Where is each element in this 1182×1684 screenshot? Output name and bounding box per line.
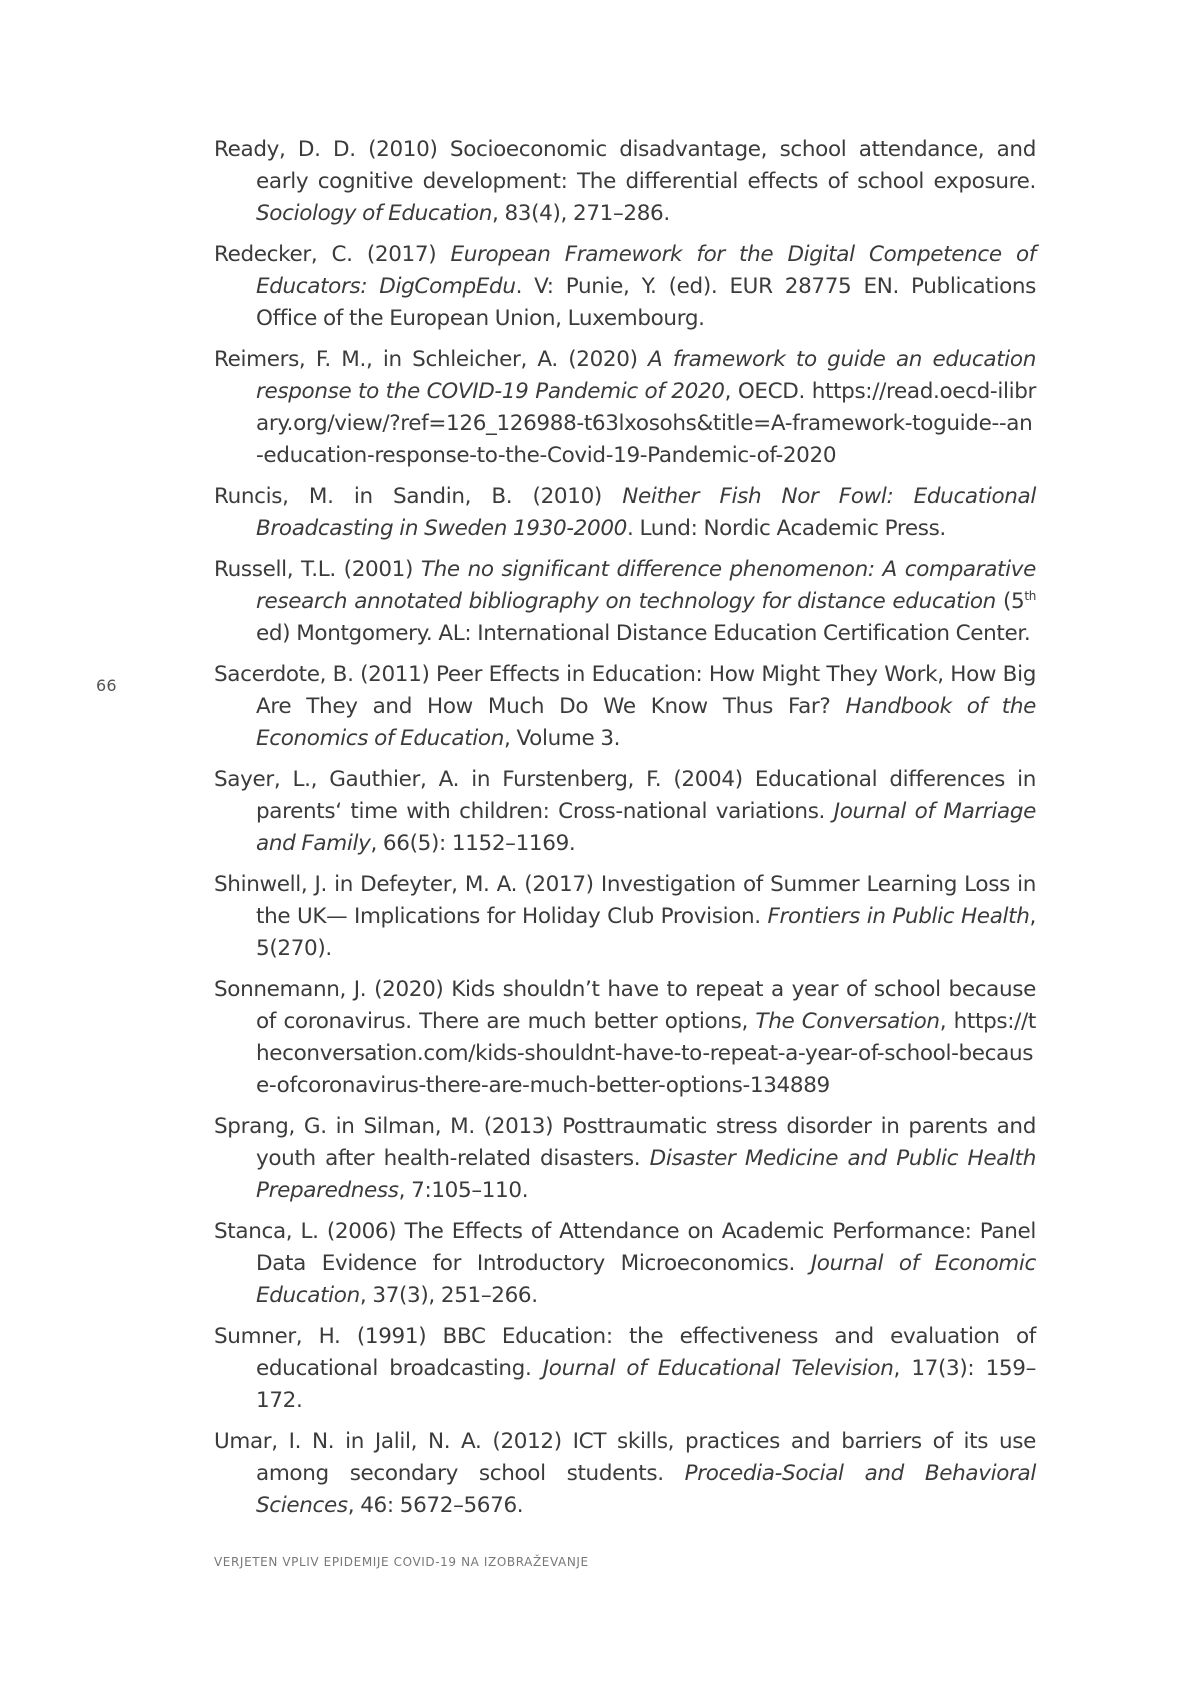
reference-source-title: Frontiers in Public Health (767, 904, 1030, 929)
reference-source-title: The no significant difference phenomenon: A comparative research annotated bibliography on technology for distance education (256, 557, 1036, 614)
reference-entry-umar (214, 1426, 1036, 1522)
reference-source-title: Procedia-Social and Behavioral Sciences (256, 1461, 1036, 1518)
reference-entry-sprang (214, 1111, 1036, 1207)
reference-source-title: European Framework for the Digital Competence of Educators: DigCompEdu (256, 242, 1036, 299)
running-footer: VERJETEN VPLIV EPIDEMIJE COVID-19 NA IZOBRAŽEVANJE (214, 1555, 589, 1569)
reference-text: Sonnemann, J. (2020) Kids shouldn’t have to repeat a year of school because of coronavirus. There are much better options, (214, 977, 1036, 1034)
reference-entry-sacerdote (214, 659, 1036, 755)
reference-details: , 83(4), 271–286. (491, 201, 670, 226)
reference-source-title: Disaster Medicine and Public Health Preparedness (256, 1146, 1037, 1203)
reference-entry-reimers (214, 344, 1036, 472)
page-number: 66 (96, 676, 117, 695)
reference-source-title: Sociology of Education (256, 201, 492, 226)
reference-entry-shinwell (214, 869, 1036, 965)
reference-text: Reimers, F. M., in Schleicher, A. (2020) (214, 347, 649, 372)
reference-details: , 17(3): 159–172. (256, 1356, 1036, 1413)
reference-text: Sumner, H. (1991) BBC Education: the effectiveness and evaluation of educational broadcasting. (214, 1324, 1036, 1381)
reference-source-title: Journal of Marriage and Family (256, 799, 1037, 856)
reference-text: Ready, D. D. (2010) Socioeconomic disadvantage, school attendance, and early cognitive development: The differential effects of school exposure. (214, 137, 1036, 194)
reference-source-title: The Conversation (755, 1009, 940, 1034)
reference-details: , 66(5): 1152–1169. (370, 831, 576, 856)
reference-details: , 37(3), 251–266. (359, 1283, 538, 1308)
reference-source-title: Neither Fish Nor Fowl: Educational Broadcasting in Sweden 1930-2000 (256, 484, 1036, 541)
reference-details: , 7:105–110. (398, 1178, 529, 1203)
reference-entry-stanca (214, 1216, 1036, 1312)
reference-text: Russell, T.L. (2001) (214, 557, 421, 582)
reference-details: (5 (995, 589, 1025, 614)
reference-link: , https://theconversation.com/kids-shouldnt-have-to-repeat-a-year-of-school-because-ofcoronavirus-there-are-much-better-options-134889 (256, 1009, 1036, 1098)
reference-text: Umar, I. N. in Jalil, N. A. (2012) ICT skills, practices and barriers of its use among secondary school students. (214, 1429, 1036, 1486)
reference-text: Runcis, M. in Sandin, B. (2010) (214, 484, 623, 509)
reference-details: . V: Punie, Y. (ed). EUR 28775 EN. Publications Office of the European Union, Luxembourg. (256, 274, 1037, 331)
reference-list (214, 134, 1036, 1531)
reference-details: . Lund: Nordic Academic Press. (627, 516, 946, 541)
reference-entry-runcis (214, 481, 1036, 545)
reference-source-title: A framework to guide an education response to the COVID-19 Pandemic of 2020 (256, 347, 1036, 404)
reference-text: Sacerdote, B. (2011) Peer Effects in Education: How Might They Work, How Big Are They and How Much Do We Know Thus Far? (214, 662, 1036, 719)
reference-text: Redecker, C. (2017) (214, 242, 451, 267)
reference-entry-sonnemann (214, 974, 1036, 1102)
reference-source-title: Journal of Economic Education (256, 1251, 1036, 1308)
reference-entry-russell (214, 554, 1036, 650)
reference-text: Sayer, L., Gauthier, A. in Furstenberg, F. (2004) Educational differences in parents‘ time with children: Cross-national variations. (214, 767, 1036, 824)
reference-entry-sayer (214, 764, 1036, 860)
reference-text: Sprang, G. in Silman, M. (2013) Posttraumatic stress disorder in parents and youth after health-related disasters. (214, 1114, 1036, 1171)
reference-details: , 46: 5672–5676. (347, 1493, 524, 1518)
reference-entry-redecker (214, 239, 1036, 335)
reference-entry-sumner (214, 1321, 1036, 1417)
reference-text: Shinwell, J. in Defeyter, M. A. (2017) Investigation of Summer Learning Loss in the UK— Implications for Holiday Club Provision. (214, 872, 1036, 929)
reference-source-title: Journal of Educational Television (542, 1356, 894, 1381)
reference-text: Stanca, L. (2006) The Effects of Attendance on Academic Performance: Panel Data Evidence for Introductory Microeconomics. (214, 1219, 1036, 1276)
reference-source-title: Handbook of the Economics of Education (256, 694, 1036, 751)
reference-details: , 5(270). (256, 904, 1036, 961)
reference-publisher: ed) Montgomery. AL: International Distance Education Certification Center. (256, 621, 1031, 646)
reference-details: , Volume 3. (504, 726, 621, 751)
edition-superscript: th (1024, 588, 1036, 603)
reference-entry-ready (214, 134, 1036, 230)
reference-link: , OECD. https://read.oecd-ilibrary.org/view/?ref=126_126988-t63lxosohs&title=A-framework-toguide--an-education-response-to-the-Covid-19-Pandemic-of-2020 (256, 379, 1036, 468)
